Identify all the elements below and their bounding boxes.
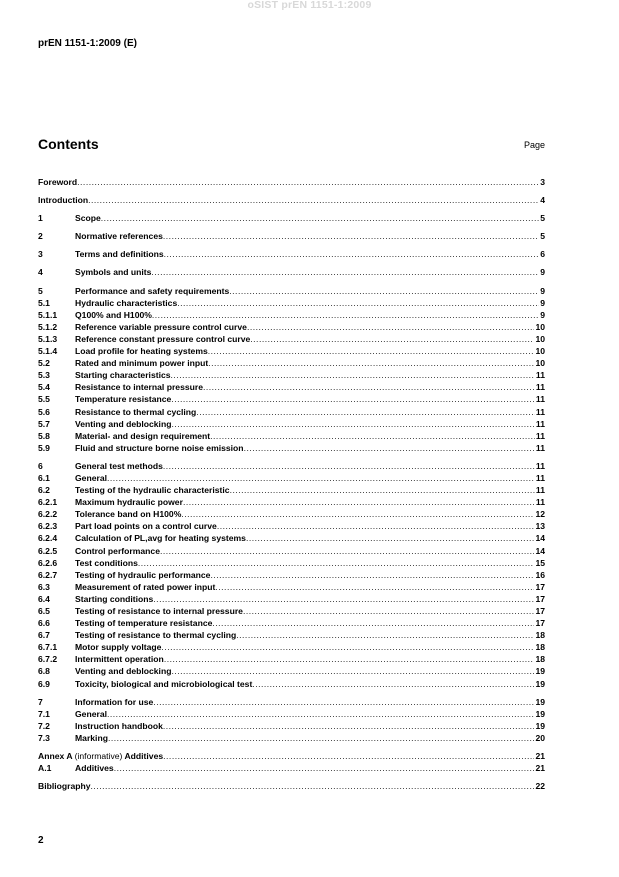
toc-dot-leader <box>171 369 535 381</box>
toc-dot-leader <box>163 720 535 732</box>
toc-entry-title: Reference variable pressure control curve <box>75 321 247 332</box>
toc-entry-number: 6 <box>38 460 43 471</box>
toc-entry-page: 5 <box>540 231 545 242</box>
toc-entry-title: Test conditions <box>75 557 138 568</box>
toc-dot-leader <box>246 532 534 544</box>
toc-entry-title: General test methods <box>75 460 163 471</box>
toc-entry[interactable] <box>38 212 545 224</box>
toc-entry[interactable] <box>38 496 545 508</box>
toc-entry-title: Toxicity, biological and microbiological test <box>75 678 253 689</box>
toc-entry[interactable] <box>38 297 545 309</box>
toc-dot-leader <box>161 641 534 653</box>
toc-entry-page: 18 <box>535 630 545 641</box>
toc-entry-number: 7.2 <box>38 720 50 731</box>
toc-entry-page: 3 <box>540 177 545 187</box>
toc-entry[interactable] <box>38 333 545 345</box>
toc-dot-leader <box>181 508 534 520</box>
toc-entry-number: 6.2.2 <box>38 509 58 520</box>
toc-entry-number: 5.1.2 <box>38 321 58 332</box>
toc-entry[interactable] <box>38 780 545 792</box>
toc-dot-leader <box>163 230 539 242</box>
toc-entry-number: 5.1.3 <box>38 333 58 344</box>
toc-dot-leader <box>230 484 535 496</box>
toc-dot-leader <box>236 629 534 641</box>
toc-entry-number: 5.9 <box>38 442 50 453</box>
toc-entry-page: 19 <box>535 708 545 719</box>
toc-entry-page: 17 <box>535 581 545 592</box>
toc-dot-leader <box>171 665 534 677</box>
toc-dot-leader <box>108 732 534 744</box>
toc-entry-page: 11 <box>535 394 545 405</box>
toc-entry-page: 6 <box>540 249 545 260</box>
toc-entry[interactable] <box>38 720 545 732</box>
toc-entry-number: 5 <box>38 285 43 296</box>
toc-entry-page: 15 <box>535 557 545 568</box>
toc-entry-number: 5.3 <box>38 370 50 381</box>
toc-entry-title: Instruction handbook <box>75 720 163 731</box>
toc-entry[interactable] <box>38 484 545 496</box>
toc-entry-title: Starting conditions <box>75 593 154 604</box>
toc-entry-number: 6.1 <box>38 472 50 483</box>
toc-dot-leader <box>252 678 534 690</box>
toc-entry-title: Terms and definitions <box>75 249 164 260</box>
toc-entry-number: 6.2.6 <box>38 557 58 568</box>
toc-entry-page: 10 <box>535 346 545 357</box>
toc-dot-leader <box>244 442 535 454</box>
toc-entry-title: General <box>75 708 108 719</box>
toc-entry-number: 6.3 <box>38 581 50 592</box>
toc-entry-page: 11 <box>535 382 545 393</box>
toc-entry[interactable] <box>38 393 545 405</box>
toc-dot-leader <box>153 696 534 708</box>
toc-entry-title: Resistance to thermal cycling <box>75 406 197 417</box>
toc-dot-leader <box>171 393 535 405</box>
toc-dot-leader <box>77 176 539 188</box>
toc-entry-page: 9 <box>540 285 545 296</box>
toc-dot-leader <box>107 472 535 484</box>
toc-entry[interactable] <box>38 508 545 520</box>
toc-entry-title: Foreword <box>38 177 78 187</box>
toc-entry-number: 6.5 <box>38 606 50 616</box>
toc-entry-page: 14 <box>535 533 545 544</box>
toc-entry-number: A.1 <box>38 763 52 774</box>
toc-entry[interactable] <box>38 532 545 544</box>
toc-entry-number: 6.2.5 <box>38 545 58 556</box>
toc-dot-leader <box>210 430 535 442</box>
toc-entry[interactable] <box>38 345 545 357</box>
page-number: 2 <box>38 835 44 846</box>
toc-entry-number: 6.2.7 <box>38 569 58 580</box>
toc-entry[interactable] <box>38 762 545 774</box>
toc-entry-number: 5.6 <box>38 406 50 417</box>
toc-dot-leader <box>151 266 539 278</box>
toc-entry-page: 10 <box>535 333 545 344</box>
toc-entry-title: Normative references <box>75 231 163 242</box>
toc-entry[interactable] <box>38 665 545 677</box>
toc-dot-leader <box>212 617 534 629</box>
toc-dot-leader <box>153 593 534 605</box>
toc-entry[interactable] <box>38 696 545 708</box>
toc-entry[interactable] <box>38 266 545 278</box>
toc-entry-number: 6.2 <box>38 485 50 496</box>
toc-entry-number: 7.3 <box>38 732 50 743</box>
toc-entry[interactable] <box>38 321 545 333</box>
toc-entry-title: Venting and deblocking <box>75 418 172 429</box>
toc-entry[interactable] <box>38 194 545 206</box>
toc-entry-title: Tolerance band on H100% <box>75 509 182 520</box>
toc-entry-page: 19 <box>535 696 545 707</box>
toc-entry-number: 5.1 <box>38 297 50 308</box>
toc-entry-page: 17 <box>535 618 545 629</box>
toc-entry-page: 19 <box>535 678 545 689</box>
toc-entry[interactable] <box>38 176 545 188</box>
toc-dot-leader <box>203 381 535 393</box>
annex-title: Additives <box>124 751 164 762</box>
toc-entry-number: 6.2.4 <box>38 533 58 544</box>
toc-entry[interactable] <box>38 545 545 557</box>
document-id: prEN 1151-1:2009 (E) <box>38 38 137 49</box>
toc-dot-leader <box>101 212 539 224</box>
toc-entry-title: Symbols and units <box>75 267 152 278</box>
toc-entry-number: 5.8 <box>38 430 50 441</box>
toc-entry-title: Fluid and structure borne noise emission <box>75 442 244 453</box>
toc-dot-leader <box>107 708 534 720</box>
toc-entry-title: Load profile for heating systems <box>75 346 208 357</box>
toc-dot-leader <box>91 780 535 792</box>
toc-entry[interactable] <box>38 442 545 454</box>
toc-entry-page: 11 <box>535 430 545 441</box>
toc-entry-number: 6.7.2 <box>38 654 58 665</box>
toc-entry-page: 17 <box>535 593 545 604</box>
toc-dot-leader <box>247 321 534 333</box>
toc-dot-leader <box>196 406 535 418</box>
toc-dot-leader <box>177 297 539 309</box>
toc-entry-title: Bibliography <box>38 781 91 792</box>
toc-entry-page: 16 <box>535 569 545 580</box>
toc-entry-page: 19 <box>535 666 545 677</box>
toc-entry-number: 6.7 <box>38 630 50 641</box>
toc-entry-title: Testing of temperature resistance <box>75 618 213 629</box>
toc-entry-number: 7.1 <box>38 708 50 719</box>
toc-entry-page: 11 <box>535 472 545 483</box>
toc-entry-title: Starting characteristics <box>75 370 171 381</box>
annex-qualifier: (informative) <box>74 751 123 762</box>
toc-dot-leader <box>243 605 534 617</box>
toc-entry-number: 6.6 <box>38 618 50 629</box>
watermark: oSIST prEN 1151-1:2009 <box>247 0 372 11</box>
toc-entry[interactable] <box>38 593 545 605</box>
toc-entry-title: Maximum hydraulic power <box>75 497 183 508</box>
toc-entry[interactable] <box>38 230 545 242</box>
toc-entry-page: 11 <box>535 406 545 417</box>
toc-entry-title: Testing of resistance to thermal cycling <box>75 630 237 641</box>
toc-entry[interactable] <box>38 248 545 260</box>
toc-entry-title: Rated and minimum power input <box>75 358 209 369</box>
toc-dot-leader <box>208 345 535 357</box>
toc-dot-leader <box>152 309 539 321</box>
toc-entry-page: 10 <box>535 358 545 369</box>
toc-entry-number: 2 <box>38 231 43 242</box>
page-column-label: Page <box>523 140 545 150</box>
toc-entry-title: Hydraulic characteristics <box>75 297 178 308</box>
toc-dot-leader <box>210 569 534 581</box>
toc-entry-title: Performance and safety requirements <box>75 285 230 296</box>
toc-entry-title: Motor supply voltage <box>75 642 162 653</box>
toc-entry-page: 11 <box>535 370 545 381</box>
toc-entry-page: 17 <box>535 606 545 616</box>
toc-entry-title: Testing of resistance to internal pressure <box>75 606 243 616</box>
toc-entry-page: 9 <box>540 297 545 308</box>
page-title: Contents <box>38 136 99 152</box>
toc-dot-leader <box>171 418 534 430</box>
toc-entry-page: 11 <box>535 460 545 471</box>
toc-entry[interactable] <box>38 357 545 369</box>
toc-entry[interactable] <box>38 381 545 393</box>
toc-entry-page: 22 <box>535 781 545 792</box>
toc-entry-page: 4 <box>540 195 545 206</box>
toc-entry[interactable] <box>38 617 545 629</box>
toc-entry-title: Control performance <box>75 545 160 556</box>
toc-entry[interactable] <box>38 678 545 690</box>
toc-entry[interactable] <box>38 581 545 593</box>
toc-entry[interactable] <box>38 285 545 297</box>
toc-entry-page: 14 <box>535 545 545 556</box>
toc-dot-leader <box>217 520 535 532</box>
toc-dot-leader <box>114 762 535 774</box>
toc-entry[interactable] <box>38 418 545 430</box>
toc-entry-page: 20 <box>535 732 545 743</box>
toc-entry-title: Calculation of PL,avg for heating systems <box>75 533 246 544</box>
table-of-contents <box>38 176 545 792</box>
toc-entry-number: 5.5 <box>38 394 50 405</box>
toc-entry-number: 5.1.1 <box>38 309 58 320</box>
toc-entry-title: Part load points on a control curve <box>75 521 217 532</box>
toc-entry-title: Scope <box>75 213 101 224</box>
toc-entry-title: Material- and design requirement <box>75 430 211 441</box>
toc-entry[interactable] <box>38 460 545 472</box>
toc-entry-page: 21 <box>535 751 545 762</box>
toc-dot-leader <box>229 285 539 297</box>
toc-entry-title: Testing of the hydraulic characteristic <box>75 485 230 496</box>
toc-entry[interactable] <box>38 406 545 418</box>
toc-entry-number: 5.2 <box>38 358 50 369</box>
toc-entry-title: Information for use <box>75 696 154 707</box>
toc-entry-number: 3 <box>38 249 43 260</box>
toc-entry-page: 18 <box>535 642 545 653</box>
toc-entry[interactable] <box>38 557 545 569</box>
toc-entry-number: 7 <box>38 696 43 707</box>
toc-entry[interactable] <box>38 309 545 321</box>
toc-entry[interactable] <box>38 732 545 744</box>
toc-entry-title: Testing of hydraulic performance <box>75 569 211 580</box>
toc-dot-leader <box>160 545 534 557</box>
toc-entry-number: 6.8 <box>38 666 50 677</box>
toc-dot-leader <box>183 496 535 508</box>
toc-entry-page: 11 <box>535 485 545 496</box>
toc-entry[interactable] <box>38 520 545 532</box>
toc-entry-title: Additives <box>75 763 114 774</box>
toc-entry-title: General <box>75 472 108 483</box>
toc-entry-page: 13 <box>535 521 545 532</box>
toc-entry-page: 21 <box>535 763 545 774</box>
toc-entry-page: 9 <box>540 309 545 320</box>
toc-dot-leader <box>163 750 534 762</box>
toc-entry-title: Venting and deblocking <box>75 666 172 677</box>
toc-entry-title: Temperature resistance <box>75 394 172 405</box>
toc-entry-title: Reference constant pressure control curve <box>75 333 251 344</box>
toc-entry-number: 1 <box>38 213 43 224</box>
toc-entry-number: 5.4 <box>38 382 50 393</box>
toc-entry-number: 5.1.4 <box>38 346 58 357</box>
toc-entry-number: 6.2.3 <box>38 521 58 532</box>
toc-entry[interactable] <box>38 641 545 653</box>
toc-entry-number: 4 <box>38 267 43 278</box>
toc-entry-title: Intermittent operation <box>75 654 164 665</box>
toc-entry-number: 6.9 <box>38 678 50 689</box>
toc-entry-page: 11 <box>535 497 545 508</box>
toc-entry[interactable] <box>38 653 545 665</box>
toc-entry-number: 6.7.1 <box>38 642 58 653</box>
toc-dot-leader <box>164 653 535 665</box>
toc-entry-number: 6.4 <box>38 593 50 604</box>
toc-entry[interactable] <box>38 708 545 720</box>
toc-annex-title <box>38 750 163 762</box>
toc-entry-title: Resistance to internal pressure <box>75 382 203 393</box>
toc-entry-page: 19 <box>535 720 545 731</box>
annex-label: Annex A <box>38 751 73 762</box>
toc-entry-number: 6.2.1 <box>38 497 58 508</box>
toc-entry-page: 18 <box>535 654 545 665</box>
toc-entry-page: 12 <box>535 509 545 520</box>
toc-entry-title: Marking <box>75 732 108 743</box>
toc-entry-page: 11 <box>535 442 545 453</box>
toc-entry-title: Introduction <box>38 195 89 206</box>
toc-entry[interactable] <box>38 430 545 442</box>
toc-entry[interactable] <box>38 569 545 581</box>
toc-entry-page: 10 <box>535 321 545 332</box>
toc-entry[interactable] <box>38 629 545 641</box>
toc-dot-leader <box>164 248 540 260</box>
toc-entry[interactable] <box>38 472 545 484</box>
toc-dot-leader <box>215 581 534 593</box>
toc-entry[interactable] <box>38 369 545 381</box>
toc-entry-page: 5 <box>540 213 545 224</box>
toc-entry[interactable] <box>38 750 545 762</box>
toc-entry[interactable] <box>38 605 545 617</box>
toc-entry-page: 11 <box>535 418 545 429</box>
toc-entry-number: 5.7 <box>38 418 50 429</box>
toc-entry-page: 9 <box>540 267 545 278</box>
toc-entry-title: Measurement of rated power input <box>75 581 216 592</box>
toc-dot-leader <box>208 357 534 369</box>
toc-dot-leader <box>163 460 535 472</box>
toc-dot-leader <box>250 333 534 345</box>
toc-dot-leader <box>138 557 535 569</box>
toc-dot-leader <box>88 194 539 206</box>
toc-entry-title: Q100% and H100% <box>75 309 152 320</box>
